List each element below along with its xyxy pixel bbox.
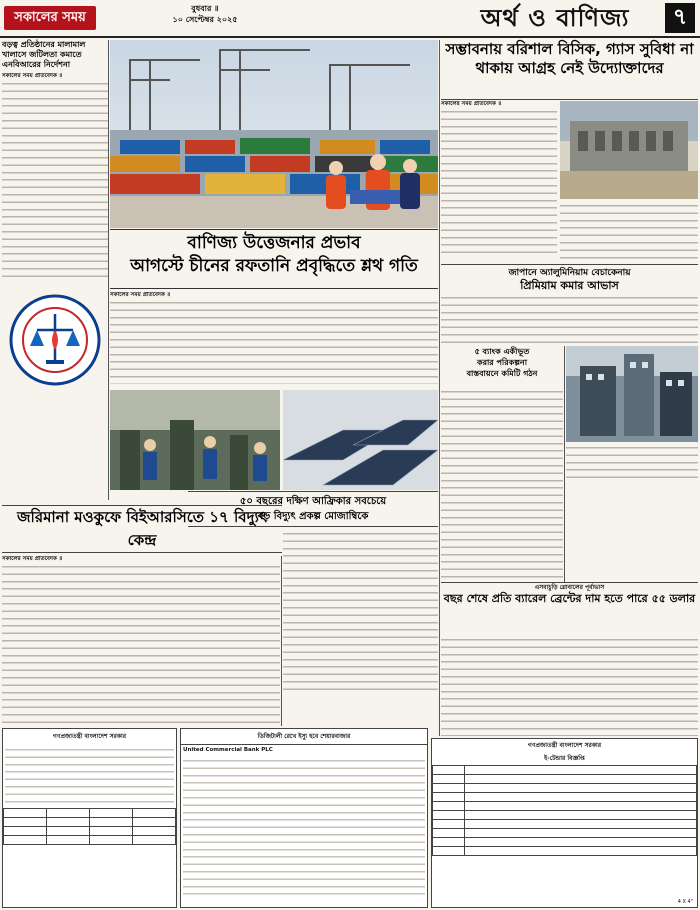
brent-story-kicker: এসবাচুড়ি গ্লোবালের পূর্বাভাস: [534, 584, 605, 591]
berc-story-text: [2, 556, 280, 726]
ad-govt-1-body: [5, 746, 174, 806]
left-story-byline: সকালের সময় প্রতিবেদক ॥: [2, 73, 63, 79]
ad-govt-2-sub: ই-টেন্ডার বিজ্ঞপ্তি: [544, 755, 585, 762]
right-top-story-headline[interactable]: সম্ভাবনায় বরিশাল বিসিক, গ্যাস সুবিধা না থাকায় আগ্রহ নেই উদ্যোক্তাদের: [445, 40, 694, 77]
bank-photo: [566, 346, 698, 442]
bank-story-headline-1[interactable]: ৫ ব্যাংক একীভূত: [474, 347, 530, 356]
berc-emblem: [2, 292, 108, 388]
solar-story-headline-2[interactable]: বড় বিদ্যুৎ প্রকল্প মোজাম্বিকে: [257, 511, 369, 522]
bank-story-headline-3[interactable]: বাস্তবায়নে কমিটি গঠন: [466, 369, 538, 378]
center-story-text: [110, 292, 438, 387]
left-story: [2, 40, 108, 288]
page-number: ৭: [665, 3, 695, 33]
brent-story-header: [441, 582, 698, 634]
bscic-photo: [560, 101, 698, 199]
brent-story-headline[interactable]: বছর শেষে প্রতি ব্যারেল ব্রেন্টের দাম হতে পারে ৫৫ ডলার: [443, 592, 696, 605]
column-rule: [281, 556, 282, 726]
dateline: [150, 3, 260, 25]
berc-logo-block: [2, 292, 108, 388]
solar-story-body: [283, 530, 438, 690]
japan-story-headline-1[interactable]: জাপানে অ্যালুমিনিয়াম বেচাকেনায়: [508, 268, 631, 278]
left-story-headline[interactable]: বড়ত্ব প্রতিষ্ঠানের মালামাল খালাসে জটিলতা কমাতে এনবিআরের নির্দেশনা: [2, 40, 86, 69]
berc-story-headline[interactable]: জরিমানা মওকুফে বিইআরসিতে ১৭ বিদ্যুৎ কেন্দ্র: [17, 508, 267, 549]
section-title: অর্থ ও বাণিজ্য: [480, 4, 630, 32]
ad-govt-1-table: [3, 808, 176, 845]
ad-bank-sub: United Commercial Bank PLC: [183, 747, 273, 753]
berc-story-body: [2, 563, 280, 723]
right-top-story-header: [441, 40, 698, 100]
ad-govt-2[interactable]: [431, 738, 698, 908]
column-rule: [564, 346, 565, 582]
japan-story-body: [441, 294, 698, 344]
center-story-headline-2[interactable]: আগস্টে চীনের রফতানি প্রবৃদ্ধিতে শ্লথ গতি: [130, 256, 418, 276]
workers-photo: [110, 390, 280, 490]
solar-story-headline-1[interactable]: ৫০ বছরের দক্ষিণ আফ্রিকার সবচেয়ে: [239, 496, 387, 507]
date: ১০ সেপ্টেম্বর ২০২৫: [172, 15, 238, 24]
masthead: [0, 0, 700, 38]
berc-story-header: [2, 505, 282, 553]
ad-govt-2-table: [432, 765, 697, 856]
center-story-headline-1[interactable]: বাণিজ্য উত্তেজনার প্রভাব: [187, 233, 361, 253]
ad-govt-1[interactable]: [2, 728, 177, 908]
ad-size-label: 4 X 4": [677, 899, 693, 905]
ad-govt-2-title: গণপ্রজাতন্ত্রী বাংলাদেশ সরকার: [527, 742, 602, 749]
newspaper-logo[interactable]: সকালের সময়: [4, 6, 96, 30]
right-top-story-body: [441, 108, 557, 258]
ad-bank-title: ডিজিটালী রেখে ইস্যু হবে শেয়ারবাজার: [181, 729, 427, 745]
center-story-header: [110, 229, 438, 289]
brent-story-body: [441, 636, 698, 736]
ad-govt-1-title: গণপ্রজাতন্ত্রী বাংলাদেশ সরকার: [52, 733, 127, 740]
ad-bank-body: [183, 757, 425, 897]
solar-photo: [283, 390, 438, 490]
right-top-story-text: [441, 101, 557, 261]
bank-story-header: [441, 346, 563, 386]
left-story-body: [2, 80, 108, 280]
port-photo: [110, 40, 438, 228]
berc-story-byline: সকালের সময় প্রতিবেদক ॥: [2, 556, 63, 562]
column-rule: [108, 40, 109, 500]
bank-story-body-2: [566, 444, 698, 480]
center-story-byline: সকালের সময় প্রতিবেদক ॥: [110, 292, 171, 298]
day: বুধবার ॥: [191, 4, 219, 13]
bank-story-headline-2[interactable]: করার পরিকল্পনা: [476, 358, 528, 367]
japan-story-headline-2[interactable]: প্রিমিয়াম কমার আভাস: [520, 279, 619, 292]
japan-story-header: [441, 264, 698, 292]
center-story-body: [110, 299, 438, 384]
bank-story-body: [441, 388, 563, 580]
right-top-story-body-2: [560, 202, 698, 262]
ad-bank[interactable]: [180, 728, 428, 908]
right-top-story-byline: সকালের সময় প্রতিবেদক ॥: [441, 101, 502, 107]
column-rule: [439, 40, 440, 736]
